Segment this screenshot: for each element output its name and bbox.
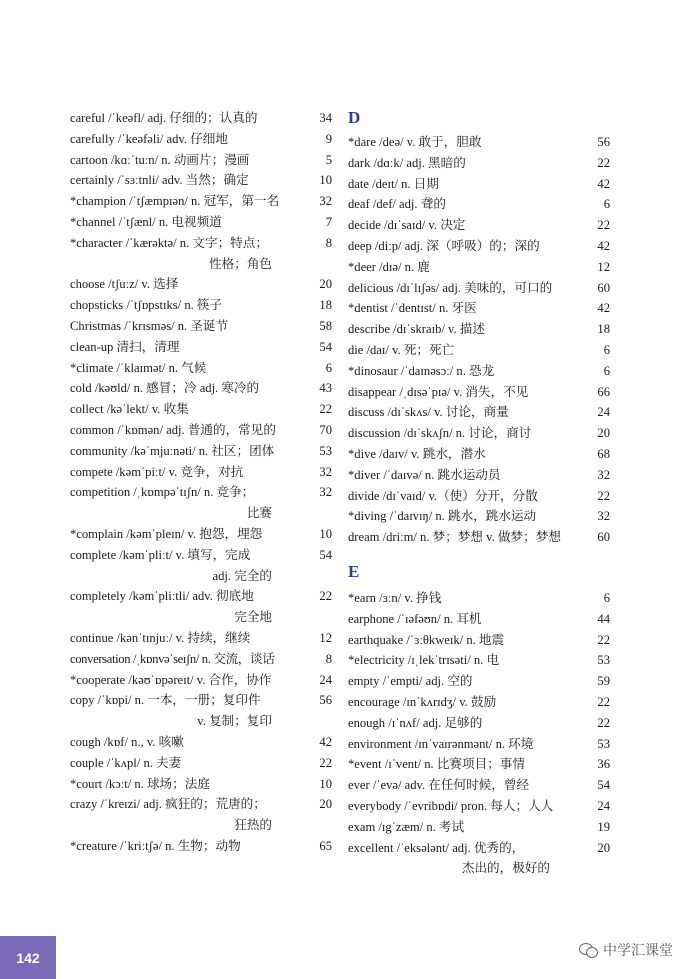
entry-text: dark /dɑːk/ adj. 黑暗的 bbox=[348, 155, 466, 170]
entry-page-ref: 22 bbox=[319, 402, 332, 417]
entry-text: *dive /daɪv/ v. 跳水，潜水 bbox=[348, 446, 486, 461]
glossary-entry bbox=[70, 212, 332, 233]
watermark-text: 中学汇课堂 bbox=[603, 943, 673, 959]
glossary-entry bbox=[348, 319, 610, 340]
entry-page-ref: 10 bbox=[319, 776, 332, 791]
entry-page-ref: 60 bbox=[597, 280, 610, 295]
entry-text: certainly /ˈsɜːtnli/ adv. 当然；确定 bbox=[70, 173, 249, 188]
entry-continuation: adj. 完全的 bbox=[212, 568, 272, 583]
entry-text: dream /driːm/ n. 梦；梦想 v. 做梦；梦想 bbox=[348, 530, 561, 545]
entry-text: everybody /ˈevribɒdi/ pron. 每人；人人 bbox=[348, 798, 554, 813]
entry-page-ref: 12 bbox=[597, 259, 610, 274]
glossary-entry bbox=[348, 817, 610, 838]
entry-page-ref: 56 bbox=[597, 135, 610, 149]
entry-page-ref: 8 bbox=[325, 235, 332, 250]
glossary-entry bbox=[70, 274, 332, 295]
entry-continuation: v. 复制；复印 bbox=[197, 714, 272, 729]
entry-text: continue /kənˈtɪnjuː/ v. 持续，继续 bbox=[70, 630, 251, 645]
entry-page-ref: 18 bbox=[319, 298, 332, 313]
glossary-entry bbox=[70, 420, 332, 441]
glossary-entry bbox=[348, 153, 610, 174]
glossary-entry bbox=[348, 754, 610, 775]
glossary-entry bbox=[348, 775, 610, 796]
glossary-entry bbox=[70, 233, 332, 275]
glossary-entry bbox=[70, 170, 332, 191]
glossary-entry bbox=[348, 340, 610, 361]
glossary-entry bbox=[70, 295, 332, 316]
glossary-entry bbox=[348, 194, 610, 215]
section-letter-d: D bbox=[348, 108, 361, 127]
entry-text: divide /dɪˈvaɪd/ v.（使）分开，分散 bbox=[348, 488, 538, 503]
entry-page-ref: 54 bbox=[319, 339, 332, 354]
glossary-entry bbox=[348, 423, 610, 444]
entry-text: *climate /ˈklaɪmət/ n. 气候 bbox=[70, 360, 207, 375]
entry-page-ref: 32 bbox=[319, 464, 332, 479]
glossary-entry bbox=[348, 527, 610, 548]
glossary-entry bbox=[348, 402, 610, 423]
entry-text: common /ˈkɒmən/ adj. 普通的，常见的 bbox=[70, 422, 276, 437]
glossary-entry bbox=[70, 794, 332, 836]
entry-page-ref: 12 bbox=[319, 630, 332, 645]
entry-page-ref: 24 bbox=[319, 672, 332, 687]
entry-text: cough /kɒf/ n., v. 咳嗽 bbox=[70, 734, 184, 749]
entry-page-ref: 6 bbox=[325, 360, 332, 375]
glossary-entry bbox=[70, 399, 332, 420]
entry-text: competition /ˌkɒmpəˈtɪʃn/ n. 竞争； bbox=[70, 485, 255, 500]
entry-page-ref: 32 bbox=[597, 467, 610, 482]
glossary-entry bbox=[348, 713, 610, 734]
glossary-entry bbox=[348, 278, 610, 299]
glossary-entry bbox=[70, 670, 332, 691]
entry-page-ref: 10 bbox=[319, 173, 332, 188]
entry-text: *complain /kəmˈpleɪn/ v. 抱怨，埋怨 bbox=[70, 526, 263, 541]
entry-page-ref: 22 bbox=[597, 632, 610, 647]
glossary-entry bbox=[348, 588, 610, 609]
glossary-entry bbox=[348, 671, 610, 692]
entry-text: deep /diːp/ adj. 深（呼吸）的；深的 bbox=[348, 238, 540, 253]
entry-continuation: 比赛 bbox=[246, 506, 272, 521]
entry-page-ref: 32 bbox=[319, 485, 332, 500]
entry-page-ref: 34 bbox=[319, 111, 332, 125]
entry-text: date /deɪt/ n. 日期 bbox=[348, 176, 439, 191]
entry-text: *earn /ɜːn/ v. 挣钱 bbox=[348, 590, 442, 605]
entry-text: *court /kɔːt/ n. 球场；法庭 bbox=[70, 776, 210, 791]
glossary-entry bbox=[70, 129, 332, 150]
entry-text: couple /ˈkʌpl/ n. 夫妻 bbox=[70, 755, 182, 770]
glossary-entry bbox=[70, 150, 332, 171]
entry-text: enough /ɪˈnʌf/ adj. 足够的 bbox=[348, 715, 483, 730]
entry-page-ref: 66 bbox=[597, 384, 610, 399]
glossary-entry bbox=[70, 545, 332, 587]
entry-page-ref: 20 bbox=[319, 797, 332, 812]
entry-page-ref: 58 bbox=[319, 318, 332, 333]
entry-page-ref: 53 bbox=[597, 653, 610, 668]
glossary-entry bbox=[348, 734, 610, 755]
glossary-entry bbox=[70, 753, 332, 774]
entry-page-ref: 54 bbox=[597, 778, 610, 793]
glossary-entry bbox=[348, 215, 610, 236]
entry-text: *champion /ˈtʃæmpɪən/ n. 冠军，第一名 bbox=[70, 194, 280, 209]
entry-page-ref: 22 bbox=[597, 715, 610, 730]
entry-page-ref: 9 bbox=[325, 131, 332, 146]
entry-text: earthquake /ˈɜːθkweɪk/ n. 地震 bbox=[348, 632, 505, 647]
entry-page-ref: 59 bbox=[597, 674, 610, 689]
watermark bbox=[579, 940, 673, 960]
glossary-entry bbox=[348, 609, 610, 630]
entry-page-ref: 10 bbox=[319, 526, 332, 541]
entry-page-ref: 6 bbox=[603, 342, 610, 357]
entry-page-ref: 8 bbox=[325, 651, 332, 666]
entry-text: delicious /dɪˈlɪʃəs/ adj. 美味的，可口的 bbox=[348, 280, 553, 295]
entry-page-ref: 65 bbox=[319, 838, 332, 853]
entry-page-ref: 20 bbox=[597, 840, 610, 855]
entry-text: completely /kəmˈpliːtli/ adv. 彻底地 bbox=[70, 589, 254, 604]
entry-page-ref: 53 bbox=[319, 443, 332, 458]
glossary-column-left bbox=[70, 108, 332, 857]
entry-text: empty /ˈempti/ adj. 空的 bbox=[348, 674, 473, 689]
entry-page-ref: 53 bbox=[597, 736, 610, 751]
entry-page-ref: 42 bbox=[597, 176, 610, 191]
glossary-entry bbox=[348, 465, 610, 486]
entry-text: ever /ˈevə/ adv. 在任何时候，曾经 bbox=[348, 778, 530, 793]
glossary-entry bbox=[348, 382, 610, 403]
glossary-entry bbox=[348, 236, 610, 257]
glossary-entry bbox=[348, 486, 610, 507]
entry-text: discussion /dɪˈskʌʃn/ n. 讨论，商讨 bbox=[348, 426, 532, 441]
entry-text: *creature /ˈkriːtʃə/ n. 生物；动物 bbox=[70, 838, 241, 853]
entry-page-ref: 54 bbox=[319, 547, 332, 562]
entry-text: chopsticks /ˈtʃɒpstɪks/ n. 筷子 bbox=[70, 298, 223, 313]
glossary-entry bbox=[70, 836, 332, 857]
glossary-entry bbox=[70, 462, 332, 483]
entry-page-ref: 60 bbox=[597, 530, 610, 545]
entry-page-ref: 32 bbox=[319, 194, 332, 209]
entry-text: complete /kəmˈpliːt/ v. 填写，完成 bbox=[70, 547, 251, 562]
entry-text: *diver /ˈdaɪvə/ n. 跳水运动员 bbox=[348, 467, 501, 482]
entry-text: *event /ɪˈvent/ n. 比赛项目；事情 bbox=[348, 757, 525, 772]
entry-page-ref: 5 bbox=[325, 152, 332, 167]
entry-text: deaf /def/ adj. 聋的 bbox=[348, 197, 446, 212]
entry-text: *diving /ˈdaɪvɪŋ/ n. 跳水，跳水运动 bbox=[348, 509, 537, 524]
entry-page-ref: 19 bbox=[597, 819, 610, 834]
section-d-list bbox=[348, 132, 610, 548]
glossary-entry bbox=[70, 524, 332, 545]
glossary-entry bbox=[348, 650, 610, 671]
entry-page-ref: 6 bbox=[603, 363, 610, 378]
entry-text: die /daɪ/ v. 死；死亡 bbox=[348, 342, 455, 357]
entry-text: exam /ɪgˈzæm/ n. 考试 bbox=[348, 819, 465, 834]
entry-page-ref: 22 bbox=[319, 589, 332, 604]
entry-page-ref: 20 bbox=[319, 277, 332, 292]
glossary-entry bbox=[70, 358, 332, 379]
entry-text: *dentist /ˈdentɪst/ n. 牙医 bbox=[348, 301, 477, 316]
glossary-entry bbox=[70, 108, 332, 129]
entry-page-ref: 6 bbox=[603, 197, 610, 212]
entry-text: *electricity /ɪˌlekˈtrɪsəti/ n. 电 bbox=[348, 653, 500, 668]
glossary-entry bbox=[348, 298, 610, 319]
entry-page-ref: 22 bbox=[597, 694, 610, 709]
page-number: 142 bbox=[0, 936, 56, 979]
entry-text: Christmas /ˈkrɪsməs/ n. 圣诞节 bbox=[70, 318, 229, 333]
glossary-entry bbox=[70, 482, 332, 524]
entry-page-ref: 42 bbox=[597, 238, 610, 253]
entry-continuation: 完全地 bbox=[234, 610, 272, 625]
entry-continuation: 狂热的 bbox=[234, 818, 272, 833]
entry-text: *character /ˈkærəktə/ n. 文字；特点； bbox=[70, 235, 268, 250]
entry-text: encourage /ɪnˈkʌrɪdʒ/ v. 鼓励 bbox=[348, 694, 497, 709]
glossary-entry bbox=[70, 441, 332, 462]
glossary-entry bbox=[348, 838, 610, 880]
glossary-column-right bbox=[348, 108, 610, 879]
entry-text: disappear /ˌdɪsəˈpɪə/ v. 消失，不见 bbox=[348, 384, 529, 399]
entry-text: *cooperate /kəʊˈɒpəreɪt/ v. 合作，协作 bbox=[70, 672, 272, 687]
glossary-entry bbox=[348, 796, 610, 817]
entry-text: excellent /ˈeksələnt/ adj. 优秀的， bbox=[348, 840, 525, 855]
glossary-entry bbox=[70, 586, 332, 628]
entry-text: *deer /dɪə/ n. 鹿 bbox=[348, 259, 430, 274]
glossary-entry bbox=[70, 649, 332, 670]
entry-page-ref: 43 bbox=[319, 381, 332, 396]
entry-text: decide /dɪˈsaɪd/ v. 决定 bbox=[348, 218, 466, 233]
glossary-entry bbox=[70, 337, 332, 358]
entry-page-ref: 32 bbox=[597, 509, 610, 524]
wechat-icon bbox=[579, 942, 599, 958]
glossary-entry bbox=[348, 257, 610, 278]
entry-text: *dinosaur /ˈdaɪnəsɔː/ n. 恐龙 bbox=[348, 363, 495, 378]
glossary-entry bbox=[70, 774, 332, 795]
entry-text: compete /kəmˈpiːt/ v. 竞争，对抗 bbox=[70, 464, 244, 479]
entry-text: careful /ˈkeəfl/ adj. 仔细的；认真的 bbox=[70, 111, 258, 125]
entry-page-ref: 24 bbox=[597, 405, 610, 420]
entry-continuation: 性格；角色 bbox=[209, 256, 272, 271]
glossary-entry bbox=[70, 732, 332, 753]
entry-page-ref: 22 bbox=[597, 155, 610, 170]
section-letter-e: E bbox=[348, 561, 360, 581]
entry-text: *channel /ˈtʃænl/ n. 电视频道 bbox=[70, 214, 222, 229]
glossary-entry bbox=[70, 628, 332, 649]
entry-page-ref: 20 bbox=[597, 426, 610, 441]
entry-page-ref: 70 bbox=[319, 422, 332, 437]
entry-page-ref: 24 bbox=[597, 798, 610, 813]
entry-text: environment /ɪnˈvaɪrənmənt/ n. 环境 bbox=[348, 736, 534, 751]
entry-page-ref: 42 bbox=[319, 734, 332, 749]
entry-page-ref: 22 bbox=[319, 755, 332, 770]
entry-page-ref: 6 bbox=[603, 590, 610, 605]
entry-text: *dare /deə/ v. 敢于，胆敢 bbox=[348, 135, 482, 149]
entry-page-ref: 22 bbox=[597, 488, 610, 503]
entry-page-ref: 18 bbox=[597, 322, 610, 337]
entry-text: crazy /ˈkreɪzi/ adj. 疯狂的；荒唐的； bbox=[70, 797, 266, 812]
glossary-entry bbox=[348, 506, 610, 527]
glossary-entry bbox=[348, 630, 610, 651]
entry-text: describe /dɪˈskraɪb/ v. 描述 bbox=[348, 322, 485, 337]
glossary-entry bbox=[70, 191, 332, 212]
glossary-entry bbox=[70, 690, 332, 732]
entry-page-ref: 68 bbox=[597, 446, 610, 461]
glossary-entry bbox=[348, 361, 610, 382]
entry-text: discuss /dɪˈskʌs/ v. 讨论，商量 bbox=[348, 405, 509, 420]
entry-page-ref: 44 bbox=[597, 611, 610, 626]
entry-text: community /kəˈmjuːnəti/ n. 社区；团体 bbox=[70, 443, 275, 458]
glossary-entry bbox=[348, 132, 610, 153]
entry-text: cold /kəʊld/ n. 感冒；冷 adj. 寒冷的 bbox=[70, 381, 260, 396]
entry-text: cartoon /kɑːˈtuːn/ n. 动画片；漫画 bbox=[70, 152, 250, 167]
entry-text: clean-up 清扫，清理 bbox=[70, 339, 180, 354]
glossary-entry bbox=[70, 316, 332, 337]
entry-page-ref: 42 bbox=[597, 301, 610, 316]
entry-page-ref: 36 bbox=[597, 757, 610, 772]
entry-text: copy /ˈkɒpi/ n. 一本，一册；复印件 bbox=[70, 693, 261, 708]
entry-page-ref: 7 bbox=[325, 214, 332, 229]
entry-text: choose /tʃuːz/ v. 选择 bbox=[70, 277, 179, 292]
glossary-entry bbox=[348, 444, 610, 465]
entry-text: carefully /ˈkeəfəli/ adv. 仔细地 bbox=[70, 131, 228, 146]
entry-text: collect /kəˈlekt/ v. 收集 bbox=[70, 402, 189, 417]
glossary-entry bbox=[348, 174, 610, 195]
glossary-entry bbox=[70, 378, 332, 399]
entry-page-ref: 56 bbox=[319, 693, 332, 708]
entry-continuation: 杰出的，极好的 bbox=[461, 861, 550, 876]
section-e-list bbox=[348, 588, 610, 879]
entry-text: conversation /ˌkɒnvəˈseɪʃn/ n. 交流，谈话 bbox=[70, 651, 275, 666]
entry-page-ref: 22 bbox=[597, 218, 610, 233]
glossary-entry bbox=[348, 692, 610, 713]
entry-text: earphone /ˈɪəfəʊn/ n. 耳机 bbox=[348, 611, 482, 626]
